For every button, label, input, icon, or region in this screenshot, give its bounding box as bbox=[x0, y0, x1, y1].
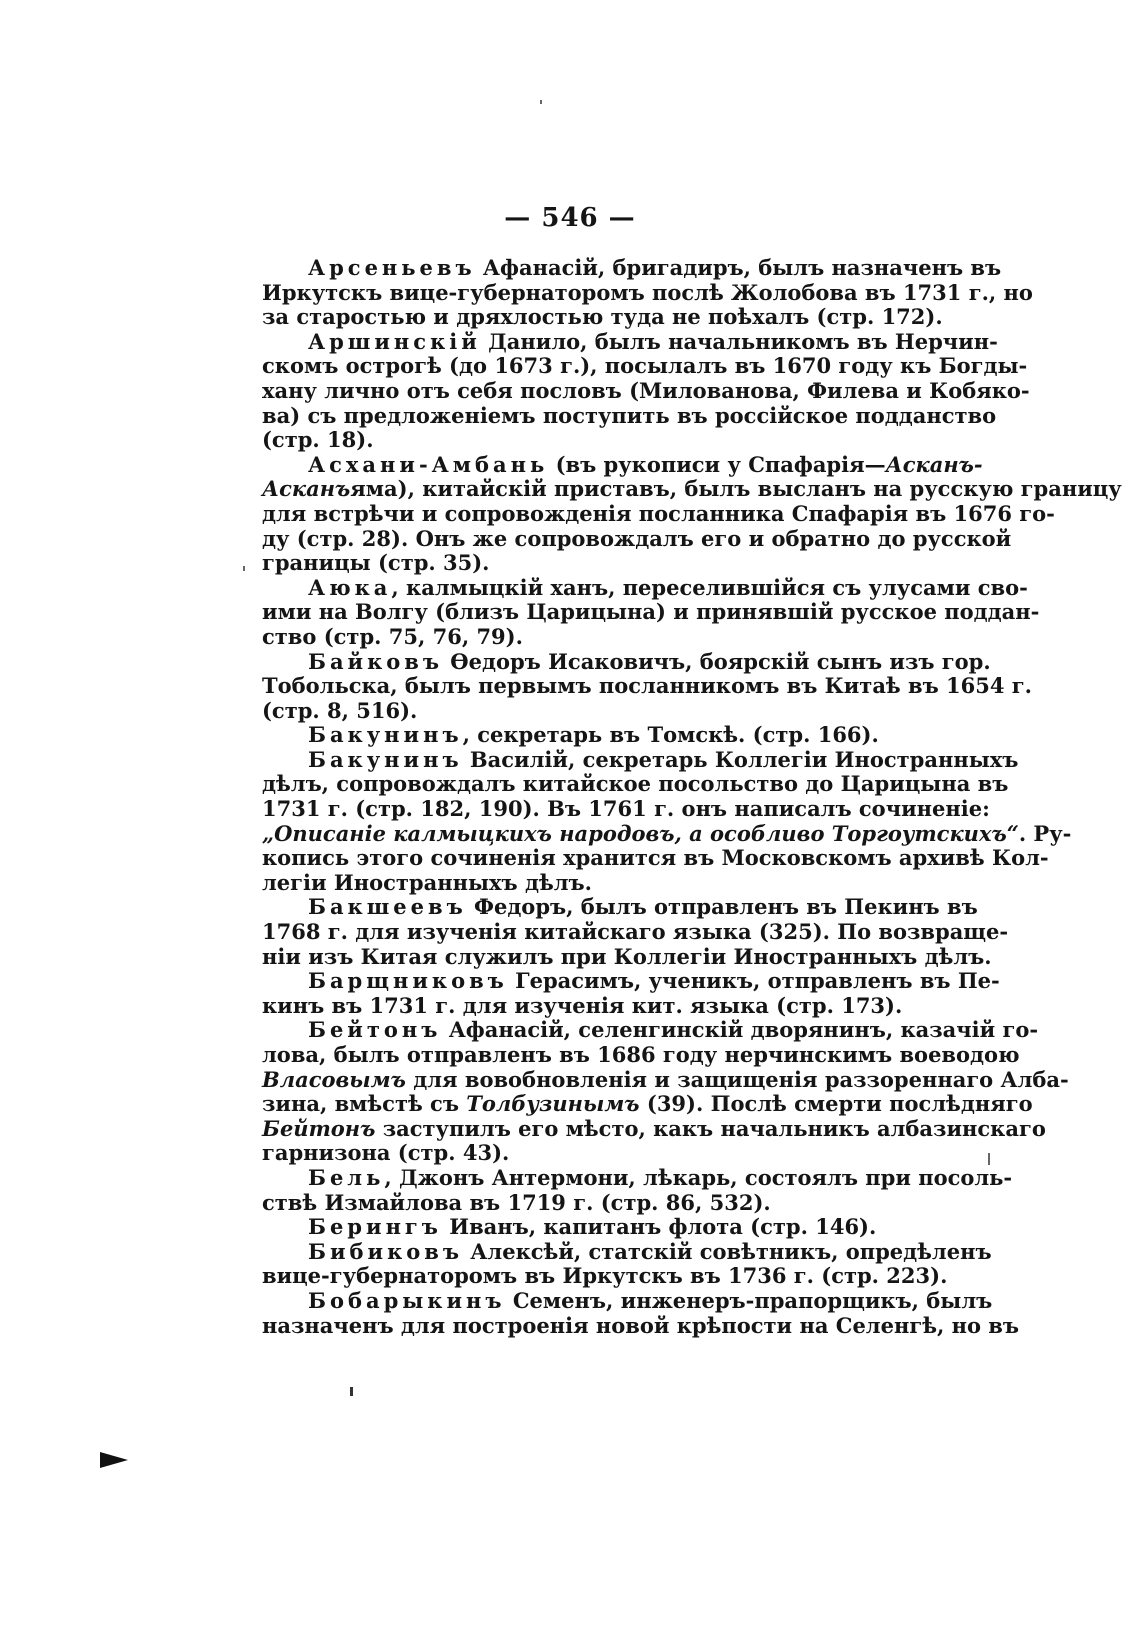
entry-line: „Описаніе калмыцкихъ народовъ, а особливо Торгоутскихъ“. Ру- bbox=[262, 820, 1072, 846]
entry-headword: Бель bbox=[308, 1164, 385, 1190]
entry-line: ствѣ Измайлова въ 1719 г. (стр. 86, 532). bbox=[262, 1189, 771, 1215]
entry-headword: Арсеньевъ bbox=[308, 255, 476, 280]
entry-bel bbox=[262, 1164, 1013, 1215]
entry-line: Бибиковъ Алексѣй, статскій совѣтникъ, опредѣленъ bbox=[308, 1238, 992, 1264]
entry-line: за старостью и дряхлостью туда не поѣхалъ (стр. 172). bbox=[262, 304, 943, 330]
entry-bibikov bbox=[262, 1238, 992, 1289]
italic-name: Власовымъ bbox=[262, 1066, 406, 1092]
entry-line: скомъ острогѣ (до 1673 г.), посылалъ въ 1670 году къ Богды- bbox=[262, 353, 1028, 379]
entry-line: Бейтонъ Афанасій, селенгинскій дворянинъ, казачій го- bbox=[308, 1017, 1039, 1043]
entry-line: Аюка, калмыцкій ханъ, переселившійся съ улусами сво- bbox=[308, 574, 1028, 600]
scan-speck bbox=[540, 100, 542, 104]
italic-name: Толбузинымъ bbox=[466, 1091, 640, 1117]
entry-line: для встрѣчи и сопровожденія посланника Спафарія въ 1676 го- bbox=[262, 500, 1055, 526]
entry-line: ніи изъ Китая служилъ при Коллегіи Иностранныхъ дѣлъ. bbox=[262, 943, 992, 969]
entry-headword: Бакунинъ bbox=[308, 722, 463, 748]
entry-headword: Бакунинъ bbox=[308, 746, 463, 772]
entry-line: (стр. 8, 516). bbox=[262, 697, 418, 723]
entry-line: кинъ въ 1731 г. для изученія кит. языка (стр. 173). bbox=[262, 992, 903, 1018]
entry-bakunin-1 bbox=[262, 723, 948, 748]
entry-line: копись этого сочиненія хранится въ Московскомъ архивѣ Кол- bbox=[262, 845, 1049, 871]
entry-line: (стр. 18). bbox=[262, 427, 374, 453]
entry-ayuka bbox=[262, 574, 1040, 650]
entry-arsenyev bbox=[262, 255, 1033, 330]
entry-headword: Бакшеевъ bbox=[308, 894, 467, 920]
entry-arshinsky bbox=[262, 328, 1030, 453]
entry-line: Бобарыкинъ Семенъ, инженеръ-прапорщикъ, былъ bbox=[308, 1287, 993, 1313]
scan-speck bbox=[243, 566, 245, 571]
entry-headword: Аюка bbox=[308, 574, 392, 600]
entry-line: Иркутскъ вице-губернаторомъ послѣ Жолобова въ 1731 г., но bbox=[262, 279, 1033, 305]
entry-line: 1768 г. для изученія китайскаго языка (325). По возвраще- bbox=[262, 919, 1009, 945]
entry-line: ими на Волгу (близъ Царицына) и принявшій русское поддан- bbox=[262, 599, 1040, 625]
entry-headword: Бибиковъ bbox=[308, 1238, 463, 1264]
scan-speck bbox=[988, 1153, 990, 1165]
entry-headword: Байковъ bbox=[308, 648, 443, 674]
scan-speck bbox=[350, 1387, 353, 1396]
entry-askhani-amban bbox=[262, 451, 1122, 576]
dictionary-text bbox=[262, 255, 1122, 1338]
entry-line: 1731 г. (стр. 182, 190). Въ 1761 г. онъ написалъ сочиненіе: bbox=[262, 796, 990, 822]
entry-line: Асканъяма), китайскій приставъ, былъ высланъ на русскую границу bbox=[262, 476, 1122, 502]
entry-line: Бакшеевъ Федоръ, былъ отправленъ въ Пекинъ въ bbox=[308, 894, 978, 920]
entry-line: гарнизона (стр. 43). bbox=[262, 1140, 510, 1166]
entry-line: вице-губернаторомъ въ Иркутскъ въ 1736 г. (стр. 223). bbox=[262, 1263, 948, 1289]
entry-line: Берингъ Иванъ, капитанъ флота (стр. 146). bbox=[308, 1214, 877, 1240]
page-turn-arrow-icon bbox=[100, 1452, 128, 1468]
italic-name: Асканъ- bbox=[885, 451, 983, 477]
entry-line: Бакунинъ Василій, секретарь Коллегіи Иностранныхъ bbox=[308, 746, 1019, 772]
entry-line: дѣлъ, сопровождалъ китайское посольство до Царицына въ bbox=[262, 771, 1009, 797]
entry-line: Барщниковъ Герасимъ, ученикъ, отправленъ въ Пе- bbox=[308, 968, 1000, 994]
entry-baksheev bbox=[262, 894, 1009, 969]
entry-bakunin-2 bbox=[262, 746, 1072, 896]
italic-name: Бейтонъ bbox=[262, 1115, 376, 1141]
entry-bering bbox=[262, 1215, 948, 1240]
entry-line: границы (стр. 35). bbox=[262, 550, 490, 576]
page-number: — 546 — bbox=[504, 203, 636, 233]
entry-headword: Бейтонъ bbox=[308, 1017, 442, 1043]
entry-line: легіи Иностранныхъ дѣлъ. bbox=[262, 869, 592, 895]
entry-line: Аршинскій Данило, былъ начальникомъ въ Нерчин- bbox=[308, 328, 998, 354]
entry-line: ва) съ предложеніемъ поступить въ россійское подданство bbox=[262, 402, 997, 428]
italic-name: Асканъ bbox=[262, 476, 351, 502]
entry-line: Власовымъ для вовобновленія и защищенія раззореннаго Алба- bbox=[262, 1066, 1069, 1092]
entry-baykov bbox=[262, 648, 1032, 724]
entry-line: Бакунинъ, секретарь въ Томскѣ. (стр. 166). bbox=[308, 722, 879, 748]
entry-line: зина, вмѣстѣ съ Толбузинымъ (39). Послѣ смерти послѣдняго bbox=[262, 1091, 1033, 1117]
entry-headword: Барщниковъ bbox=[308, 968, 508, 994]
entry-line: Бейтонъ заступилъ его мѣсто, какъ начальникъ албазинскаго bbox=[262, 1115, 1046, 1141]
entry-line: назначенъ для построенія новой крѣпости на Селенгѣ, но въ bbox=[262, 1312, 1019, 1338]
entry-bobarykin bbox=[262, 1287, 1019, 1338]
entry-headword: Аршинскій bbox=[308, 328, 481, 354]
entry-headword: Асхани-Амбань bbox=[308, 451, 549, 477]
entry-barshchnikov bbox=[262, 968, 1000, 1018]
entry-line: Арсеньевъ Афанасій, бригадиръ, былъ назначенъ въ bbox=[308, 255, 1002, 280]
entry-headword: Берингъ bbox=[308, 1214, 442, 1240]
entry-line: Тобольска, былъ первымъ посланникомъ въ Китаѣ въ 1654 г. bbox=[262, 673, 1032, 699]
entry-line: лова, былъ отправленъ въ 1686 году нерчинскимъ воеводою bbox=[262, 1042, 1020, 1067]
entry-line: Бель, Джонъ Антермони, лѣкарь, состоялъ при посоль- bbox=[308, 1164, 1013, 1190]
entry-line: ство (стр. 75, 76, 79). bbox=[262, 623, 523, 649]
entry-line: ду (стр. 28). Онъ же сопровождалъ его и обратно до русской bbox=[262, 525, 1012, 551]
entry-line: Асхани-Амбань (въ рукописи у Спафарія—Асканъ- bbox=[308, 451, 983, 477]
italic-title: „Описаніе калмыцкихъ народовъ, а особливо Торгоутскихъ“ bbox=[262, 820, 1019, 846]
entry-line: хану лично отъ себя пословъ (Милованова, Филева и Кобяко- bbox=[262, 377, 1030, 403]
entry-beyton bbox=[262, 1017, 1069, 1166]
entry-line: Байковъ Ѳедоръ Исаковичъ, боярскій сынъ изъ гор. bbox=[308, 648, 991, 674]
entry-headword: Бобарыкинъ bbox=[308, 1287, 506, 1313]
